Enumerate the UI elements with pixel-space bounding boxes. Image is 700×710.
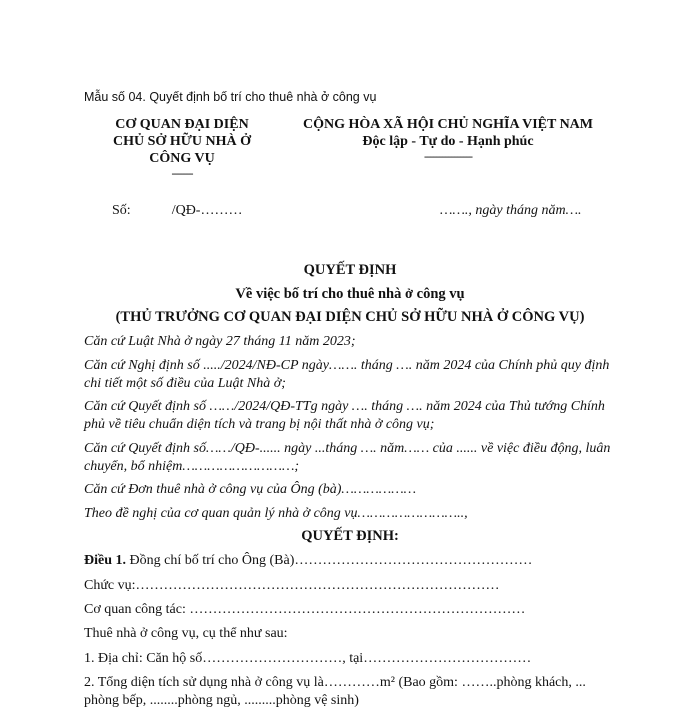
agency-line: CHỦ SỞ HỮU NHÀ Ở	[113, 134, 251, 149]
workplace-line: Cơ quan công tác: ………………………………………………………………	[84, 602, 526, 617]
document-title: QUYẾT ĐỊNH	[303, 262, 397, 278]
document-number	[112, 203, 242, 219]
form-label: Mẫu số 04. Quyết định bố trí cho thuê nhà ở công vụ	[84, 90, 377, 104]
nation-title: CỘNG HÒA XÃ HỘI CHỦ NGHĨA VIỆT NAM	[302, 117, 593, 132]
number-value: /QĐ-………	[171, 203, 243, 218]
nation-motto: Độc lập - Tự do - Hạnh phúc	[362, 134, 534, 149]
legal-basis-item: Căn cứ Quyết định số ……/2024/QĐ-TTg ngày …. tháng …. năm 2024 của Thủ tướng Chính phủ về tiêu chuẩn diện tích và trang bị nội thất nhà ở công vụ;	[84, 399, 605, 432]
issuing-agency-block	[92, 116, 272, 179]
area-line: 2. Tổng diện tích sử dụng nhà ở công vụ là…………m² (Bao gồm: ……..phòng khách, ... phòng bếp, ........phòng ngủ, .........phòng vệ sinh)	[84, 675, 586, 708]
agency-line: CÔNG VỤ	[149, 151, 215, 166]
decision-heading: QUYẾT ĐỊNH:	[301, 528, 399, 544]
legal-basis-item: Theo đề nghị của cơ quan quản lý nhà ở công vụ……………………..,	[84, 506, 468, 521]
agency-separator: -------	[171, 166, 193, 180]
national-motto-block	[280, 116, 616, 162]
nation-separator: ----------------	[424, 149, 472, 163]
document-date: ……., ngày tháng năm….	[440, 203, 582, 218]
legal-basis-item: Căn cứ Quyết định số……/QĐ-...... ngày ...tháng …. năm…… của ...... về việc điều động, luân chuyển, bổ nhiệm………………………;	[84, 441, 611, 474]
issuing-authority: (THỦ TRƯỞNG CƠ QUAN ĐẠI DIỆN CHỦ SỞ HỮU NHÀ Ở CÔNG VỤ)	[115, 309, 585, 325]
document-subject: Về việc bố trí cho thuê nhà ở công vụ	[235, 286, 465, 302]
position-line: Chức vụ:……………………………………………………………………	[84, 578, 500, 593]
legal-basis-item: Căn cứ Đơn thuê nhà ở công vụ của Ông (bà)………………	[84, 482, 417, 497]
legal-basis-item: Căn cứ Luật Nhà ở ngày 27 tháng 11 năm 2023;	[84, 334, 356, 349]
article-1	[84, 552, 624, 570]
number-label: Số:	[112, 203, 131, 218]
address-line: 1. Địa chỉ: Căn hộ số…………………………, tại………………………………	[84, 651, 532, 666]
agency-line: CƠ QUAN ĐẠI DIỆN	[115, 117, 249, 132]
article-1-label: Điều 1.	[84, 553, 126, 568]
rent-intro-line: Thuê nhà ở công vụ, cụ thể như sau:	[84, 626, 288, 641]
article-1-text: Đồng chí bố trí cho Ông (Bà)……………………………………………	[126, 553, 533, 568]
legal-basis-item: Căn cứ Nghị định số ...../2024/NĐ-CP ngày……. tháng …. năm 2024 của Chính phủ quy định chi tiết một số điều của Luật Nhà ở;	[84, 358, 610, 391]
